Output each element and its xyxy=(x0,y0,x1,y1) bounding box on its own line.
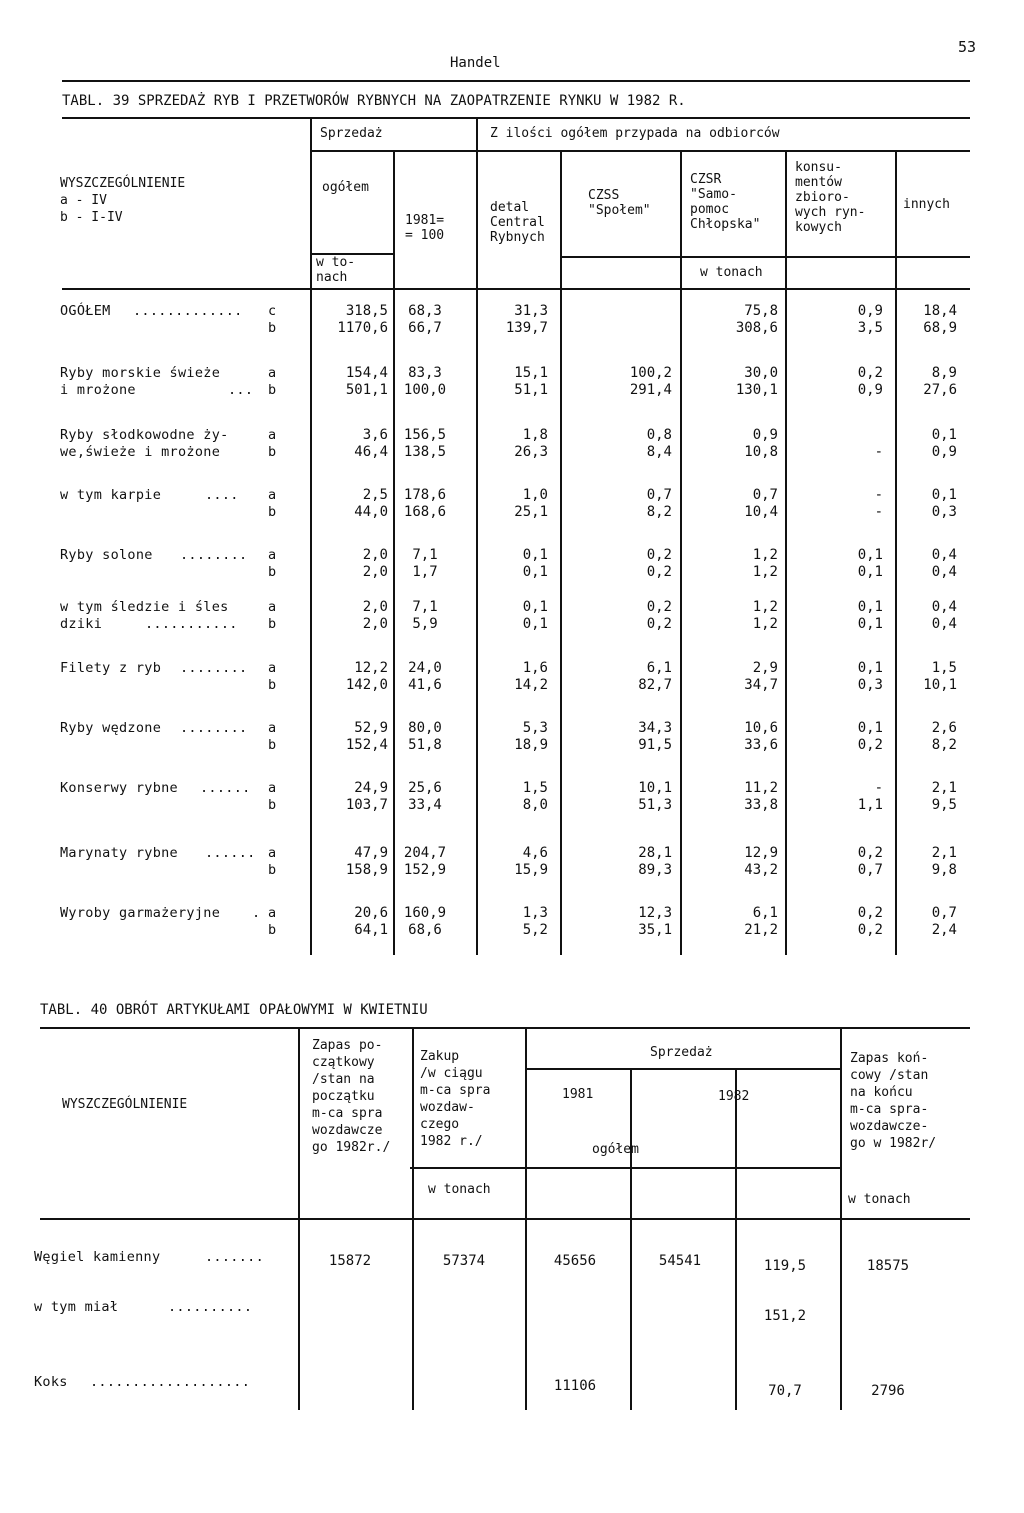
table-cell: 10,4 xyxy=(744,504,778,520)
table40-wtonach-header: w tonach xyxy=(428,1182,491,1197)
table40-header-mid-rule xyxy=(410,1167,840,1169)
leader-dots: ................... xyxy=(90,1374,251,1390)
table-cell: 51,1 xyxy=(514,382,548,398)
table-cell: 0,1 xyxy=(857,547,883,563)
row-label: Marynaty rybne xyxy=(60,845,178,861)
table-cell: 91,5 xyxy=(638,737,672,753)
row-label: w tym miał xyxy=(34,1299,119,1315)
table-cell: 12,9 xyxy=(744,845,778,861)
table-cell: 24,0 xyxy=(408,660,442,676)
table-cell: - xyxy=(874,780,883,796)
table-cell: 68,9 xyxy=(923,320,957,336)
table-cell: 10,6 xyxy=(744,720,778,736)
table-cell: 43,2 xyxy=(744,862,778,878)
leader-dots: ............. xyxy=(133,303,243,319)
row-marker: b xyxy=(268,922,277,938)
table39-sprzedaz-header: Sprzedaż xyxy=(320,126,383,141)
table-cell: 0,2 xyxy=(646,564,672,580)
table-cell: 152,4 xyxy=(345,737,388,753)
row-label: Wyroby garmażeryjne xyxy=(60,905,221,921)
table-cell: 501,1 xyxy=(345,382,388,398)
table-cell: 2,0 xyxy=(362,616,388,632)
table-cell: 46,4 xyxy=(354,444,388,460)
table-cell: 11106 xyxy=(553,1378,597,1394)
table-cell: 0,7 xyxy=(857,862,883,878)
table-cell: 3,6 xyxy=(362,427,388,443)
table-cell: 0,2 xyxy=(646,547,672,563)
table40-ogolem-header: ogółem xyxy=(592,1142,639,1157)
table-cell: 64,1 xyxy=(354,922,388,938)
leader-dots: ........ xyxy=(180,660,248,676)
row-label: Filety z ryb xyxy=(60,660,162,676)
row-marker: b xyxy=(268,862,277,878)
table40-1982-header: 1982 xyxy=(718,1089,750,1104)
row-marker: a xyxy=(268,905,277,921)
table-cell: 68,3 xyxy=(408,303,442,319)
table-cell: 27,6 xyxy=(923,382,957,398)
table-cell: 80,0 xyxy=(408,720,442,736)
table-cell: 1,8 xyxy=(522,427,548,443)
row-label: w tym karpie xyxy=(60,487,162,503)
table-cell: 2,1 xyxy=(931,780,957,796)
leader-dots: ....... xyxy=(205,1249,264,1265)
table-cell: 0,1 xyxy=(857,599,883,615)
table39-vrule-3 xyxy=(476,117,478,955)
table-cell: 2,6 xyxy=(931,720,957,736)
table-cell: 33,4 xyxy=(408,797,442,813)
table-cell: 2,0 xyxy=(362,547,388,563)
row-marker: b xyxy=(268,564,277,580)
table-cell: 119,5 xyxy=(763,1258,807,1274)
table40-stub-header: WYSZCZEGÓLNIENIE xyxy=(62,1097,188,1112)
table-cell: 5,3 xyxy=(522,720,548,736)
table-cell: 18,9 xyxy=(514,737,548,753)
table-cell: 9,8 xyxy=(931,862,957,878)
table39-z-ilosci-header: Z ilości ogółem przypada na odbiorców xyxy=(490,126,780,141)
leader-dots: ... xyxy=(228,382,254,398)
row-marker: a xyxy=(268,845,277,861)
leader-dots: ........ xyxy=(180,720,248,736)
row-label: OGÓŁEM xyxy=(60,303,111,319)
table-cell: 2,0 xyxy=(362,564,388,580)
table-cell: 142,0 xyxy=(345,677,388,693)
table-cell: 2,0 xyxy=(362,599,388,615)
row-marker: c xyxy=(268,303,277,319)
table-cell: 28,1 xyxy=(638,845,672,861)
table-cell: 0,2 xyxy=(646,616,672,632)
row-marker: b xyxy=(268,320,277,336)
row-marker: a xyxy=(268,780,277,796)
row-marker: b xyxy=(268,797,277,813)
table-cell: 100,2 xyxy=(629,365,672,381)
table-cell: 5,9 xyxy=(412,616,438,632)
leader-dots: ...... xyxy=(200,780,251,796)
table-cell: 151,2 xyxy=(763,1308,807,1324)
table-cell: 0,9 xyxy=(857,382,883,398)
table-cell: 54541 xyxy=(658,1253,702,1269)
table-cell: 45656 xyxy=(553,1253,597,1269)
table-cell: 8,9 xyxy=(931,365,957,381)
table-cell: 0,1 xyxy=(522,564,548,580)
table-cell: 0,1 xyxy=(857,720,883,736)
table-cell: 2,4 xyxy=(931,922,957,938)
leader-dots: ........... xyxy=(145,616,238,632)
table-cell: 6,1 xyxy=(646,660,672,676)
table39-stub-header: WYSZCZEGÓLNIENIE a - IV b - I-IV xyxy=(60,176,186,225)
table-cell: 12,3 xyxy=(638,905,672,921)
table-cell: 1,2 xyxy=(752,564,778,580)
table-cell: 1,3 xyxy=(522,905,548,921)
table-cell: 25,1 xyxy=(514,504,548,520)
table-cell: 0,9 xyxy=(857,303,883,319)
table40-sprzedaz-header: Sprzedaż xyxy=(650,1045,713,1060)
table-cell: 2,5 xyxy=(362,487,388,503)
table-cell: 15,9 xyxy=(514,862,548,878)
table-cell: 82,7 xyxy=(638,677,672,693)
table40-vrule-4 xyxy=(630,1068,632,1410)
table-cell: 66,7 xyxy=(408,320,442,336)
row-marker: a xyxy=(268,547,277,563)
table-cell: 26,3 xyxy=(514,444,548,460)
table-cell: 291,4 xyxy=(629,382,672,398)
row-marker: b xyxy=(268,737,277,753)
table39-detal-header: detal Central Rybnych xyxy=(490,200,545,245)
table-cell: 0,2 xyxy=(857,905,883,921)
table-cell: 51,8 xyxy=(408,737,442,753)
table39-header-top-rule xyxy=(62,117,970,119)
table-cell: 10,1 xyxy=(638,780,672,796)
table-cell: 8,0 xyxy=(522,797,548,813)
table-cell: 3,5 xyxy=(857,320,883,336)
leader-dots: . xyxy=(252,905,261,921)
table-cell: 15,1 xyxy=(514,365,548,381)
row-label: Ryby wędzone xyxy=(60,720,162,736)
table-cell: - xyxy=(874,504,883,520)
table-cell: 15872 xyxy=(328,1253,372,1269)
table40-wtonach2-header: w tonach xyxy=(848,1192,911,1207)
table-cell: 138,5 xyxy=(403,444,447,460)
table-cell: 20,6 xyxy=(354,905,388,921)
table-cell: 41,6 xyxy=(408,677,442,693)
table-cell: 68,6 xyxy=(408,922,442,938)
table-cell: 0,2 xyxy=(646,599,672,615)
table-cell: 158,9 xyxy=(345,862,388,878)
row-label: we,świeże i mrożone xyxy=(60,444,221,460)
table-cell: 0,3 xyxy=(931,504,957,520)
table-cell: 1,6 xyxy=(522,660,548,676)
row-marker: a xyxy=(268,599,277,615)
leader-dots: .......... xyxy=(168,1299,253,1315)
table-cell: 0,7 xyxy=(752,487,778,503)
table40-vrule-1 xyxy=(298,1027,300,1410)
table-cell: 21,2 xyxy=(744,922,778,938)
table-cell: 1,1 xyxy=(857,797,883,813)
table40-zakup-header: Zakup /w ciągu m-ca spra wozdaw- czego 1982 r./ xyxy=(420,1049,491,1149)
table-cell: 0,1 xyxy=(522,616,548,632)
table-cell: 18575 xyxy=(866,1258,910,1274)
table-cell: 0,4 xyxy=(931,599,957,615)
table39-ogolem-header: ogółem xyxy=(322,180,369,195)
table-cell: 0,2 xyxy=(857,845,883,861)
table-cell: 25,6 xyxy=(408,780,442,796)
table40-title: TABL. 40 OBRÓT ARTYKUŁAMI OPAŁOWYMI W KWIETNIU xyxy=(40,1002,428,1018)
table-cell: 1,5 xyxy=(931,660,957,676)
table-cell: 0,2 xyxy=(857,922,883,938)
table-cell: 156,5 xyxy=(403,427,447,443)
row-marker: a xyxy=(268,365,277,381)
table40-header-bottom-rule xyxy=(40,1218,970,1220)
table40-vrule-2 xyxy=(412,1027,414,1410)
row-marker: b xyxy=(268,444,277,460)
table-cell: 1,2 xyxy=(752,547,778,563)
table-cell: 31,3 xyxy=(514,303,548,319)
table-cell: 51,3 xyxy=(638,797,672,813)
table39-wtonach-left-header: w to- nach xyxy=(316,255,356,285)
row-label: w tym śledzie i śles xyxy=(60,599,229,615)
table-cell: 47,9 xyxy=(354,845,388,861)
table39-subheader-rule xyxy=(310,150,970,152)
table-cell: 0,1 xyxy=(931,487,957,503)
table-cell: 0,1 xyxy=(522,547,548,563)
table-cell: 9,5 xyxy=(931,797,957,813)
table39-konsumentow-header: konsu- mentów zbioro- wych ryn- kowych xyxy=(795,160,866,235)
table-cell: 0,1 xyxy=(931,427,957,443)
table-cell: 18,4 xyxy=(923,303,957,319)
table40-top-rule xyxy=(40,1027,970,1029)
table39-vrule-1 xyxy=(310,117,312,955)
table-cell: 89,3 xyxy=(638,862,672,878)
row-marker: b xyxy=(268,504,277,520)
table-cell: 103,7 xyxy=(345,797,388,813)
table-cell: 100,0 xyxy=(403,382,447,398)
table-cell: 24,9 xyxy=(354,780,388,796)
table-cell: 44,0 xyxy=(354,504,388,520)
table-cell: 2,9 xyxy=(752,660,778,676)
table40-vrule-3 xyxy=(525,1027,527,1410)
table-cell: 0,1 xyxy=(522,599,548,615)
table-cell: 0,1 xyxy=(857,564,883,580)
table-cell: 11,2 xyxy=(744,780,778,796)
row-marker: a xyxy=(268,720,277,736)
table-cell: 204,7 xyxy=(403,845,447,861)
table-cell: 168,6 xyxy=(403,504,447,520)
row-label: Ryby słodkowodne ży- xyxy=(60,427,229,443)
row-marker: b xyxy=(268,382,277,398)
table39-wtonach-right-header: w tonach xyxy=(700,265,763,280)
table-cell: - xyxy=(874,444,883,460)
table-cell: 1,2 xyxy=(752,599,778,615)
table-cell: 0,1 xyxy=(857,616,883,632)
row-label: dziki xyxy=(60,616,103,632)
table-cell: 4,6 xyxy=(522,845,548,861)
row-marker: b xyxy=(268,616,277,632)
table-cell: 0,9 xyxy=(931,444,957,460)
table-cell: 75,8 xyxy=(744,303,778,319)
table39-header-bottom-rule xyxy=(62,288,970,290)
table-cell: 57374 xyxy=(442,1253,486,1269)
table-cell: 2,1 xyxy=(931,845,957,861)
table-cell: 83,3 xyxy=(408,365,442,381)
leader-dots: .... xyxy=(205,487,239,503)
table-cell: 130,1 xyxy=(735,382,778,398)
table-cell: 0,7 xyxy=(646,487,672,503)
table-cell: 33,8 xyxy=(744,797,778,813)
table-cell: 1170,6 xyxy=(337,320,388,336)
table-cell: 34,3 xyxy=(638,720,672,736)
table-cell: - xyxy=(874,487,883,503)
row-label: Ryby solone xyxy=(60,547,153,563)
table-cell: 0,9 xyxy=(752,427,778,443)
leader-dots: ...... xyxy=(205,845,256,861)
table39-innych-header: innych xyxy=(903,197,950,212)
table-cell: 10,8 xyxy=(744,444,778,460)
table-cell: 12,2 xyxy=(354,660,388,676)
table-cell: 0,4 xyxy=(931,616,957,632)
table39-czsr-header: CZSR "Samo- pomoc Chłopska" xyxy=(690,172,761,232)
row-label: Konserwy rybne xyxy=(60,780,178,796)
table-cell: 154,4 xyxy=(345,365,388,381)
table-cell: 0,1 xyxy=(857,660,883,676)
row-label: Ryby morskie świeże xyxy=(60,365,221,381)
table-cell: 70,7 xyxy=(768,1383,802,1399)
row-marker: a xyxy=(268,487,277,503)
table-cell: 35,1 xyxy=(638,922,672,938)
table-cell: 52,9 xyxy=(354,720,388,736)
table-cell: 8,2 xyxy=(931,737,957,753)
table-cell: 14,2 xyxy=(514,677,548,693)
page-header: Handel xyxy=(450,55,501,71)
table-cell: 6,1 xyxy=(752,905,778,921)
table39-index-header: 1981= = 100 xyxy=(405,213,445,243)
table40-vrule-5 xyxy=(735,1068,737,1410)
table-cell: 308,6 xyxy=(735,320,778,336)
table-cell: 139,7 xyxy=(505,320,548,336)
table-cell: 33,6 xyxy=(744,737,778,753)
table39-czss-header: CZSS "Społem" xyxy=(588,188,651,218)
table-cell: 5,2 xyxy=(522,922,548,938)
table40-zapas-pocz-header: Zapas po- czątkowy /stan na początku m-ca spra wozdawcze go 1982r./ xyxy=(312,1038,391,1155)
row-label: i mrożone xyxy=(60,382,136,398)
row-label: Koks xyxy=(34,1374,68,1390)
table-cell: 1,2 xyxy=(752,616,778,632)
table-cell: 152,9 xyxy=(403,862,447,878)
table39-wtonach-rule-right xyxy=(560,256,970,258)
table-cell: 8,4 xyxy=(646,444,672,460)
table-cell: 1,0 xyxy=(522,487,548,503)
table40-zapas-kon-header: Zapas koń- cowy /stan na końcu m-ca spra- wozdawcze- go w 1982r/ xyxy=(850,1051,937,1151)
table-cell: 0,8 xyxy=(646,427,672,443)
table40-sprzedaz-rule xyxy=(525,1068,840,1070)
table-cell: 30,0 xyxy=(744,365,778,381)
table39-top-rule xyxy=(62,80,970,82)
table40-1981-header: 1981 xyxy=(562,1087,594,1102)
table40-vrule-6 xyxy=(840,1027,842,1410)
table-cell: 1,7 xyxy=(412,564,438,580)
table-cell: 2796 xyxy=(871,1383,905,1399)
table-cell: 160,9 xyxy=(403,905,447,921)
table-cell: 0,4 xyxy=(931,547,957,563)
leader-dots: ........ xyxy=(180,547,248,563)
table-cell: 0,4 xyxy=(931,564,957,580)
table-cell: 10,1 xyxy=(923,677,957,693)
table-cell: 0,2 xyxy=(857,365,883,381)
table-cell: 1,5 xyxy=(522,780,548,796)
table-cell: 7,1 xyxy=(412,547,438,563)
row-label: Węgiel kamienny xyxy=(34,1249,161,1265)
row-marker: b xyxy=(268,677,277,693)
table-cell: 0,7 xyxy=(931,905,957,921)
row-marker: a xyxy=(268,660,277,676)
table-cell: 7,1 xyxy=(412,599,438,615)
table-cell: 8,2 xyxy=(646,504,672,520)
table39-title: TABL. 39 SPRZEDAŻ RYB I PRZETWORÓW RYBNYCH NA ZAOPATRZENIE RYNKU W 1982 R. xyxy=(62,93,686,109)
row-marker: a xyxy=(268,427,277,443)
table-cell: 0,3 xyxy=(857,677,883,693)
page-number: 53 xyxy=(958,38,977,56)
table-cell: 178,6 xyxy=(403,487,447,503)
table-cell: 0,2 xyxy=(857,737,883,753)
table-cell: 318,5 xyxy=(345,303,388,319)
table-cell: 34,7 xyxy=(744,677,778,693)
